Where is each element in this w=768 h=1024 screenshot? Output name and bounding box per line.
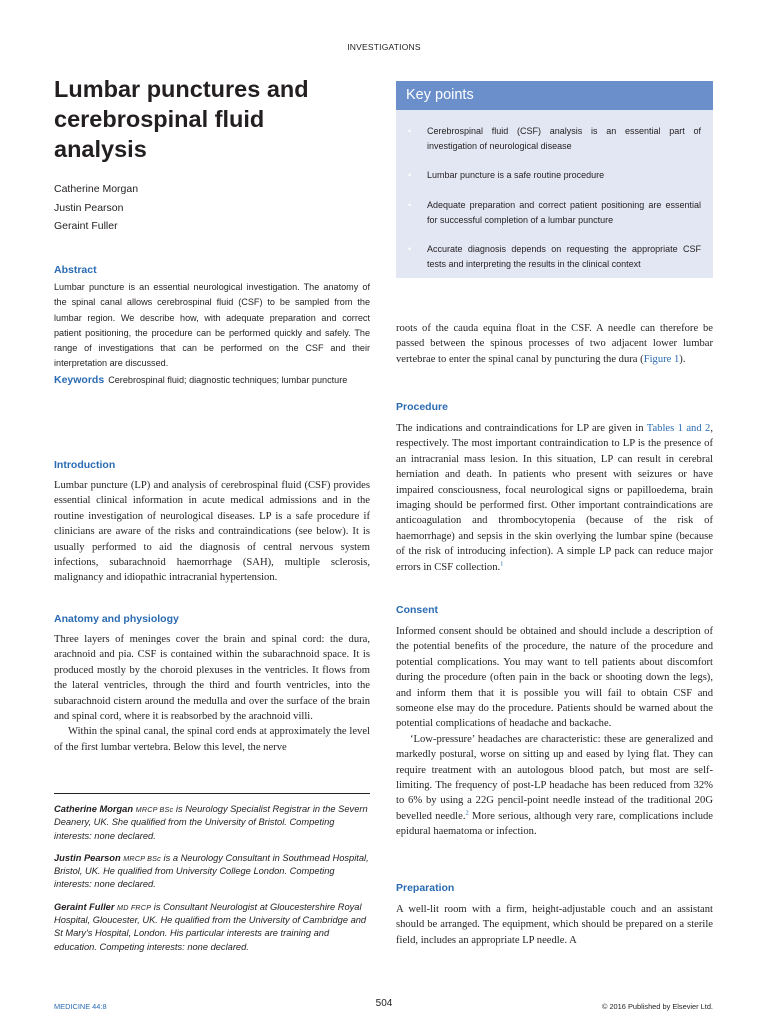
continuation-text-end: ). [679,353,686,365]
consent-paragraph-2 [396,732,713,840]
reference-2-link[interactable]: 2 [465,809,469,817]
tables-1-2-link[interactable]: Tables 1 and 2 [646,423,711,434]
procedure-section [396,401,713,575]
continuation-text: roots of the cauda equina float in the CSF. A needle can therefore be passed between the spinous processes of two adjacent lower lumbar vertebrae to enter the spinal canal by puncturing the dura ( [396,323,713,365]
author-bio [54,901,370,954]
keywords-line [54,373,370,388]
procedure-heading: Procedure [396,401,448,413]
continuation-paragraph [396,321,713,367]
key-point-item [406,242,701,272]
introduction-section [54,459,370,586]
introduction-text: Lumbar puncture (LP) and analysis of cerebrospinal fluid (CSF) provides essential clinical information in acute medical admissions and in the routine investigation of neurological diseases. LP is a safe procedure if clinicians are aware of the risks and contraindications (see below). It is usually performed to aid the diagnosis of central nervous system infections, subarachnoid haemorrhage (SAH), multiple sclerosis, malignancy and idiopathic intracranial hypertension. [54,480,370,584]
anatomy-heading: Anatomy and physiology [54,613,179,625]
bio-text: is Neurology Specialist Registrar in the Severn Deanery, UK. She qualified from the University of Bristol. Competing interests: none declared. [54,804,368,841]
anatomy-paragraph-2: Within the spinal canal, the spinal cord ends at approximately the level of the first lumbar vertebra. Below this level, the nerve [54,726,370,753]
bio-text: is Consultant Neurologist at Gloucestershire Royal Hospital, Gloucester, UK. He qualified from the University of Cambridge and St Mary's Hospital, London. His particular interests are training and education. Competing interests: none declared. [54,901,367,952]
bio-qualifications: MRCP BSc [123,853,161,863]
article-title [54,74,370,164]
procedure-text-start: The indications and contraindications for LP are given in [396,423,647,434]
preparation-text: A well-lit room with a firm, height-adjustable couch and an assistant should be arranged. The equipment, which should be prepared on a sterile field, includes an appropriate LP needle. A [396,904,713,946]
preparation-heading: Preparation [396,882,455,894]
abstract-text: Lumbar puncture is an essential neurological investigation. The anatomy of the spinal canal allows cerebrospinal fluid (CSF) to be sampled from the lumbar region. We describe how, with adequate preparation and correct patient positioning, the procedure can be performed quickly and safely. The range of investigations that can be performed on the CSF and their interpretation are discussed. [54,282,370,369]
footer-copyright: © 2016 Published by Elsevier Ltd. [601,1002,713,1011]
title-line: cerebrospinal fluid [54,106,265,132]
key-point-item [406,124,701,154]
figure-1-link[interactable]: Figure 1 [643,353,680,365]
author-bio [54,803,370,843]
abstract-heading: Abstract [54,264,97,276]
key-point-text: Adequate preparation and correct patient positioning are essential for successful completion of a lumbar puncture [427,199,701,225]
anatomy-section [54,613,370,755]
abstract-section [54,264,370,388]
author-name: Catherine Morgan [54,183,139,195]
author-name: Justin Pearson [54,201,124,214]
procedure-text-rest: , respectively. The most important contraindication to LP is the presence of an intracranial mass lesion. In this situation, LP can result in cerebral herniation and death. In patients who present with seizures or have impaired consciousness, focal neurological signs or papilloedema, brain imaging should be performed first. Other important contraindications are anticoagulation and thrombocytopenia (because of the risk of haemorrhage) and sepsis in the skin overlying the lumbar spine (because of the risk of introducing infection). A simple LP pack can reduce major errors in CSF collection. [396,423,713,573]
introduction-heading: Introduction [54,459,116,471]
key-points-list [396,110,713,272]
author-list [54,180,370,236]
bullet-icon: • [408,199,412,210]
bio-text: is a Neurology Consultant in Southmead Hospital, Bristol, UK. He qualified from University College London. Competing interests: none declared. [54,852,369,890]
key-points-box [396,81,713,278]
bullet-icon: • [408,126,412,136]
consent-text-end: More serious, although very rare, complications include epidural haematoma or infection. [396,810,713,838]
keywords-label: Keywords [54,373,105,386]
anatomy-paragraph-1: Three layers of meninges cover the brain and spinal cord: the dura, arachnoid and pia. CSF is contained within the subarachnoid space. It is produced mostly by the choroid plexuses in the ventricles. It flows from the lateral ventricles, through the third and fourth ventricles, into the subarachnoid cistern around the medulla and over the surface of the brain and spinal cord, where it is reabsorbed by the arachnoid villi. [54,634,370,723]
bio-name: Geraint Fuller [54,901,115,912]
keywords-text: Cerebrospinal fluid; diagnostic techniques; lumbar puncture [108,374,348,385]
bio-name: Catherine Morgan [54,804,134,814]
author-name: Geraint Fuller [54,220,118,232]
bio-qualifications: MD FRCP [117,902,152,912]
key-point-text: Cerebrospinal fluid (CSF) analysis is an essential part of investigation of neurological disease [427,126,701,152]
key-points-heading: Key points [396,81,713,110]
author-bio [54,852,370,892]
reference-1-link[interactable]: 1 [500,560,504,568]
bullet-icon: • [408,170,412,181]
key-point-text: Accurate diagnosis depends on requesting the appropriate CSF tests and interpreting the results in the clinical context [427,244,701,270]
title-line: analysis [54,136,147,162]
bio-name: Justin Pearson [54,852,121,863]
bio-qualifications: MRCP BSc [135,805,174,814]
page-number: 504 [375,998,393,1009]
consent-paragraph-1: Informed consent should be obtained and should include a description of the potential benefits of the procedure, the nature of the procedure and potential complications. You may want to tell patients about discomfort during the procedure (often pain in the back or shooting down the legs), and inform them that it is possible you will fail to obtain CSF and someone else may do the procedure. Patients should be warned about the potential complications of headache and backache. [396,626,713,730]
key-point-text: Lumbar puncture is a safe routine procedure [427,170,605,181]
footer-journal: MEDICINE 44:8 [54,1002,107,1011]
consent-text: ‘Low-pressure’ headaches are characteristic: these are generalized and markedly postural, worse on sitting up and eased by lying flat. They can require treatment with an autologous blood patch, but most are self-limiting. The frequency of post-LP headache has been reduced from 32% to 6% by using a 22G pencil-point needle instead of the traditional 20G bevelled needle. [396,733,713,822]
procedure-text [396,421,713,575]
preparation-section [396,882,713,948]
consent-section [396,604,713,840]
title-line: Lumbar punctures and [54,76,309,102]
key-point-item [406,198,701,228]
key-point-item [406,168,701,183]
author-bios [54,803,370,963]
running-header: INVESTIGATIONS [347,42,421,52]
consent-heading: Consent [396,604,438,616]
bullet-icon: • [408,244,412,255]
bio-divider [54,793,370,794]
